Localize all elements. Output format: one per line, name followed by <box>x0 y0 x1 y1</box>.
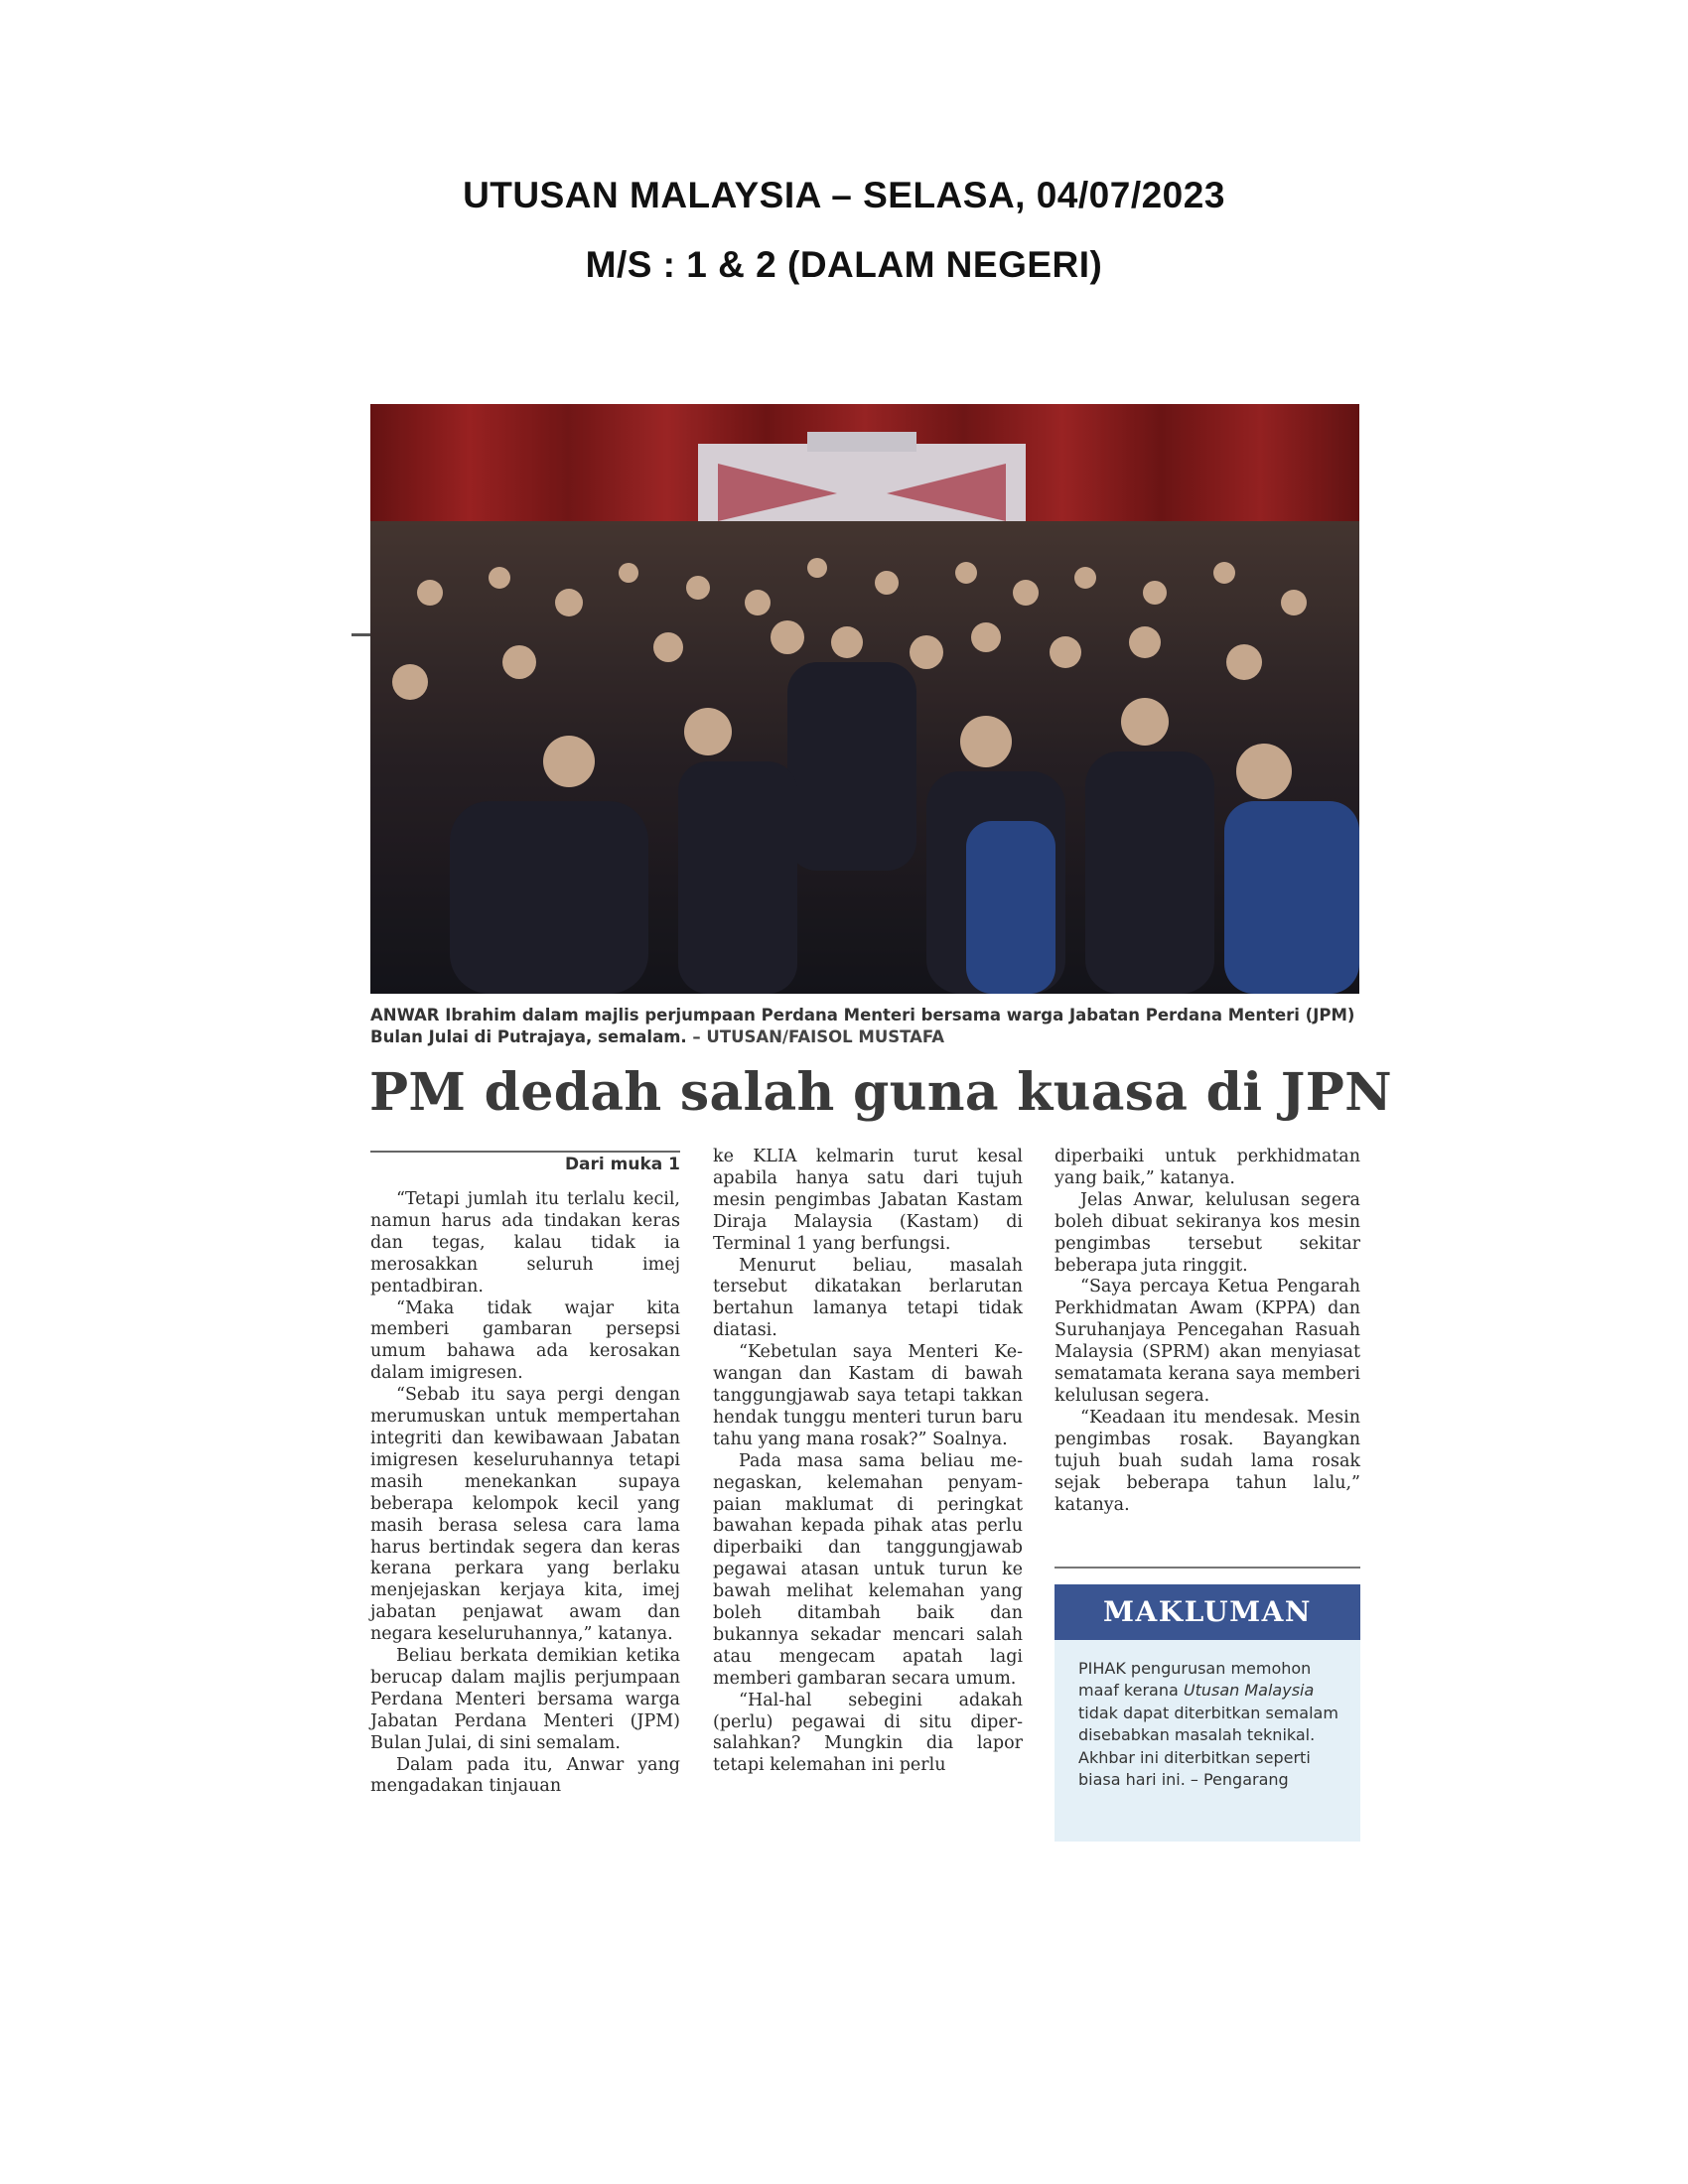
article-column-1 <box>370 1189 680 1798</box>
paragraph: Dalam pada itu, Anwar yang mengadakan tinjauan <box>370 1754 680 1797</box>
continued-from-label: Dari muka 1 <box>564 1155 680 1174</box>
article-column-3 <box>1055 1147 1360 1516</box>
paragraph: Beliau berkata demikian ketika berucap dalam majlis perjumpaan Perdana Menteri bersama warga Jabatan Perdana Menteri (JPM) Bulan Julai, di sini semalam. <box>370 1646 680 1753</box>
notice-title: MAKLUMAN <box>1055 1584 1360 1640</box>
paragraph: “Hal-hal sebegini adakah (perlu) pegawai di situ dipersalahkan? Mungkin dia lapor tetapi kelemahan ini perlu <box>713 1690 1023 1776</box>
article-headline: PM dedah salah guna kuasa di JPN <box>369 1062 1392 1123</box>
notice-text <box>1078 1658 1346 1791</box>
notice-divider <box>1055 1567 1360 1569</box>
paragraph: “Keadaan itu mendesak. Mesin pengimbas rosak. Bayangkan tujuh buah sudah lama rosak sejak beberapa tahun lalu,” katanya. <box>1055 1407 1360 1515</box>
paragraph: “Tetapi jumlah itu terlalu kecil, namun harus ada tindakan keras dan tegas, kalau tidak ia merosakkan seluruh imej pentadbiran. <box>370 1189 680 1297</box>
paragraph: Jelas Anwar, kelulusan segera boleh dibuat sekiranya kos mesin pengimbas tersebut sekitar beberapa juta ringgit. <box>1055 1189 1360 1276</box>
paragraph: Menurut beliau, masalah tersebut dikatakan berlarutan bertahun lamanya tetapi tidak diatasi. <box>713 1255 1023 1341</box>
paragraph: “Kebetulan saya Menteri Kewangan dan Kastam di bawah tanggungjawab saya tetapi takkan hendak tunggu menteri turun baru tahu yang mana rosak?” Soalnya. <box>713 1342 1023 1449</box>
paragraph: “Sebab itu saya pergi dengan merumuskan untuk mempertahan integriti dan kewibawaan Jabatan imigresen keseluruhannya tetapi masih menekankan supaya beberapa kelompok kecil yang masih berasa selesa cara lama harus bertindak segera dan keras kerana perkara yang berlaku menjejaskan kerjaya kita, imej jabatan penjawat awam dan negara keseluruhannya,” katanya. <box>370 1385 680 1645</box>
paragraph: ke KLIA kelmarin turut kesal apabila hanya satu dari tujuh mesin pengimbas Jabatan Kastam Diraja Malaysia (Kastam) di Terminal 1 yang berfungsi. <box>713 1147 1023 1254</box>
notice-paper-name: Utusan Malaysia <box>1183 1681 1315 1701</box>
clipping-page-reference: M/S : 1 & 2 (DALAM NEGERI) <box>585 244 1103 285</box>
article-column-2 <box>713 1147 1023 1777</box>
photo-caption <box>370 1005 1363 1048</box>
news-photo <box>370 404 1359 994</box>
photo-credit: – UTUSAN/FAISOL MUSTAFA <box>692 1027 945 1046</box>
notice-text-start: PIHAK pengurusan memohon maaf kerana <box>1078 1659 1312 1701</box>
column-divider <box>370 1151 680 1153</box>
photo-caption-text: ANWAR Ibrahim dalam majlis perjumpaan Perdana Menteri bersama warga Jabatan Perdana Menteri (JPM) Bulan Julai di Putrajaya, semalam. <box>370 1006 1355 1046</box>
notice-text-end: tidak dapat diterbitkan semalam disebabkan masalah teknikal. Akhbar ini diterbitkan seperti biasa hari ini. – Pengarang <box>1078 1703 1338 1790</box>
clipping-source-title: UTUSAN MALAYSIA – SELASA, 04/07/2023 <box>463 175 1225 215</box>
paragraph: diperbaiki untuk perkhidmatan yang baik,” katanya. <box>1055 1147 1360 1188</box>
paragraph: “Saya percaya Ketua Pengarah Perkhidmatan Awam (KPPA) dan Suruhanjaya Pencegahan Rasuah Malaysia (SPRM) akan menyiasat sematamata kerana saya memberi kelulusan segera. <box>1055 1277 1360 1406</box>
news-photo-graphic <box>370 404 1359 994</box>
paragraph: “Maka tidak wajar kita memberi gambaran persepsi umum bahawa ada kerosakan dalam imigresen. <box>370 1297 680 1384</box>
paragraph: Pada masa sama beliau menegaskan, kelemahan penyampaian maklumat di peringkat bawahan kepada pihak atas perlu diperbaiki dan tanggungjawab pegawai atasan untuk turun ke bawah melihat kelemahan yang boleh ditambah baik dan bukannya sekadar mencari salah atau mengecam apatah lagi memberi gambaran secara umum. <box>713 1450 1023 1689</box>
